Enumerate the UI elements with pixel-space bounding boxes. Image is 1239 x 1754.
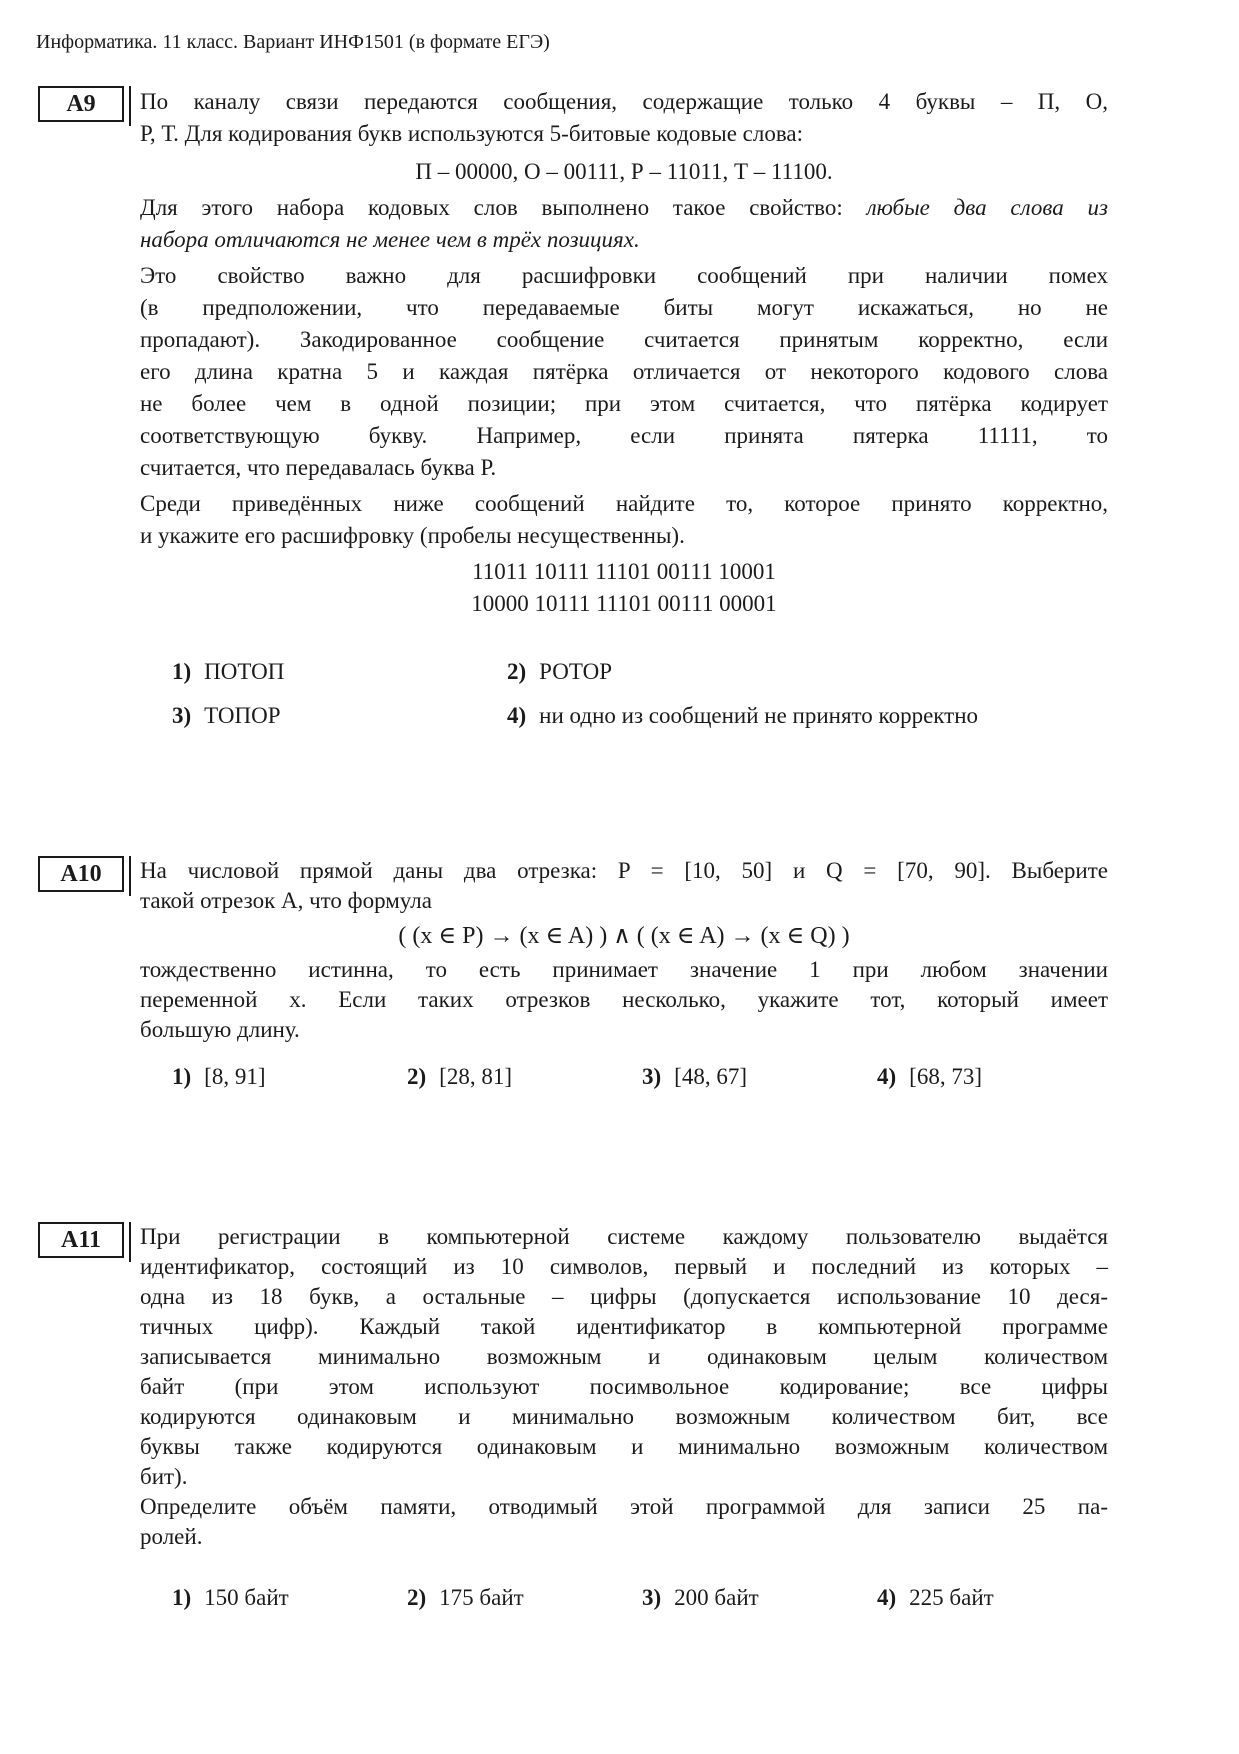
text-line: Среди приведённых ниже сообщений найдите то, которое принято корректно, [140, 491, 1108, 516]
text-line: тичных цифр). Каждый такой идентификатор в компьютерной программе [140, 1314, 1108, 1339]
text-line: тождественно истинна, то есть принимает значение 1 при любом значении [140, 957, 1108, 982]
text-line: соответствующую букву. Например, если принята пятерка 11111, то [140, 423, 1108, 448]
option-text: [68, 73] [909, 1064, 982, 1089]
option-3 [642, 1582, 877, 1614]
text-line-italic: набора отличаются не менее чем в трёх позициях. [140, 227, 640, 252]
option-number: 4) [507, 703, 527, 728]
option-2 [507, 656, 1108, 688]
option-number: 3) [172, 703, 192, 728]
option-text: [8, 91] [204, 1064, 266, 1089]
code-words-line: П – 00000, О – 00111, Р – 11011, Т – 11100. [415, 159, 833, 184]
text-line: переменной x. Если таких отрезков несколько, укажите тот, который имеет [140, 987, 1108, 1012]
question-a11-rule [129, 1222, 131, 1262]
option-4 [507, 700, 1108, 732]
option-4 [877, 1582, 1108, 1614]
option-text: 200 байт [674, 1585, 759, 1610]
text-line: На числовой прямой даны два отрезка: P = [10, 50] и Q = [70, 90]. Выберите [140, 858, 1108, 883]
text-line: ролей. [140, 1524, 203, 1549]
question-a9-content [140, 86, 1108, 732]
text-line: Р, Т. Для кодирования букв используются 5-битовые кодовые слова: [140, 121, 804, 146]
option-number: 1) [172, 1064, 192, 1089]
question-a11-label-block [38, 1222, 131, 1262]
text-line: Определите объём памяти, отводимый этой программой для записи 25 па- [140, 1494, 1108, 1519]
logic-formula: ( (x ∈ P) → (x ∈ A) ) ∧ ( (x ∈ A) → (x ∈ Q) ) [398, 923, 850, 949]
option-4 [877, 1061, 1108, 1093]
text-run: Для этого набора кодовых слов выполнено такое свойство: [140, 195, 867, 220]
option-text: 175 байт [439, 1585, 524, 1610]
option-2 [407, 1582, 642, 1614]
text-line: (в предположении, что передаваемые биты могут искажаться, но не [140, 295, 1108, 320]
question-a11-number-box: А11 [38, 1222, 124, 1258]
answer-options-a10 [172, 1061, 1108, 1093]
text-line: записывается минимально возможным и одинаковым целым количеством [140, 1344, 1108, 1369]
text-line: не более чем в одной позиции; при этом считается, что пятёрка кодирует [140, 391, 1108, 416]
option-number: 2) [507, 659, 527, 684]
option-number: 3) [642, 1585, 662, 1610]
option-1 [172, 1061, 407, 1093]
option-text: ПОТОП [204, 659, 285, 684]
question-a11 [38, 1222, 1108, 1614]
option-text: 150 байт [204, 1585, 289, 1610]
option-number: 4) [877, 1585, 897, 1610]
option-1 [172, 1582, 407, 1614]
text-line: байт (при этом используют посимвольное кодирование; все цифры [140, 1374, 1108, 1399]
option-number: 3) [642, 1064, 662, 1089]
question-a11-content [140, 1222, 1108, 1614]
answer-options-a11 [172, 1582, 1108, 1614]
text-line: идентификатор, состоящий из 10 символов, первый и последний из которых – [140, 1254, 1108, 1279]
text-line: При регистрации в компьютерной системе каждому пользователю выдаётся [140, 1224, 1108, 1249]
option-number: 2) [407, 1585, 427, 1610]
text-line: и укажите его расшифровку (пробелы несущественны). [140, 523, 685, 548]
text-line: кодируются одинаковым и минимально возможным количеством бит, все [140, 1404, 1108, 1429]
option-3 [642, 1061, 877, 1093]
text-line: одна из 18 букв, а остальные – цифры (допускается использование 10 деся- [140, 1284, 1108, 1309]
question-a10-rule [129, 856, 131, 896]
text-line: такой отрезок A, что формула [140, 888, 432, 913]
text-line: пропадают). Закодированное сообщение считается принятым корректно, если [140, 327, 1108, 352]
text-line: По каналу связи передаются сообщения, содержащие только 4 буквы – П, О, [140, 89, 1108, 114]
answer-options-a9 [172, 656, 1108, 732]
question-a9-number-box: А9 [38, 86, 124, 122]
option-1 [172, 656, 507, 688]
option-text: 225 байт [909, 1585, 994, 1610]
question-a10 [38, 856, 1108, 1093]
option-text: ТОПОР [204, 703, 281, 728]
option-number: 1) [172, 1585, 192, 1610]
question-a10-content [140, 856, 1108, 1093]
text-line [140, 192, 1108, 224]
text-line: его длина кратна 5 и каждая пятёрка отличается от некоторого кодового слова [140, 359, 1108, 384]
document-header: Информатика. 11 класс. Вариант ИНФ1501 (в формате ЕГЭ) [36, 31, 550, 53]
text-line: большую длину. [140, 1017, 300, 1042]
option-3 [172, 700, 507, 732]
option-number: 2) [407, 1064, 427, 1089]
question-a9-rule [129, 86, 131, 126]
option-text: [48, 67] [674, 1064, 747, 1089]
question-a9 [38, 86, 1108, 732]
binary-message-1: 11011 10111 11101 00111 10001 [472, 559, 776, 584]
option-text: ни одно из сообщений не принято корректно [539, 703, 979, 728]
option-number: 1) [172, 659, 192, 684]
text-line: буквы также кодируются одинаковым и минимально возможным количеством [140, 1434, 1108, 1459]
text-line: Это свойство важно для расшифровки сообщений при наличии помех [140, 263, 1108, 288]
text-line: бит). [140, 1464, 188, 1489]
option-text: [28, 81] [439, 1064, 512, 1089]
binary-message-2: 10000 10111 11101 00111 00001 [471, 591, 777, 616]
option-2 [407, 1061, 642, 1093]
question-a10-label-block [38, 856, 131, 896]
option-number: 4) [877, 1064, 897, 1089]
question-a9-label-block [38, 86, 131, 126]
question-a10-number-box: А10 [38, 856, 124, 892]
text-run-italic: любые два слова из [866, 195, 1108, 220]
text-line: считается, что передавалась буква Р. [140, 455, 497, 480]
option-text: РОТОР [539, 659, 613, 684]
